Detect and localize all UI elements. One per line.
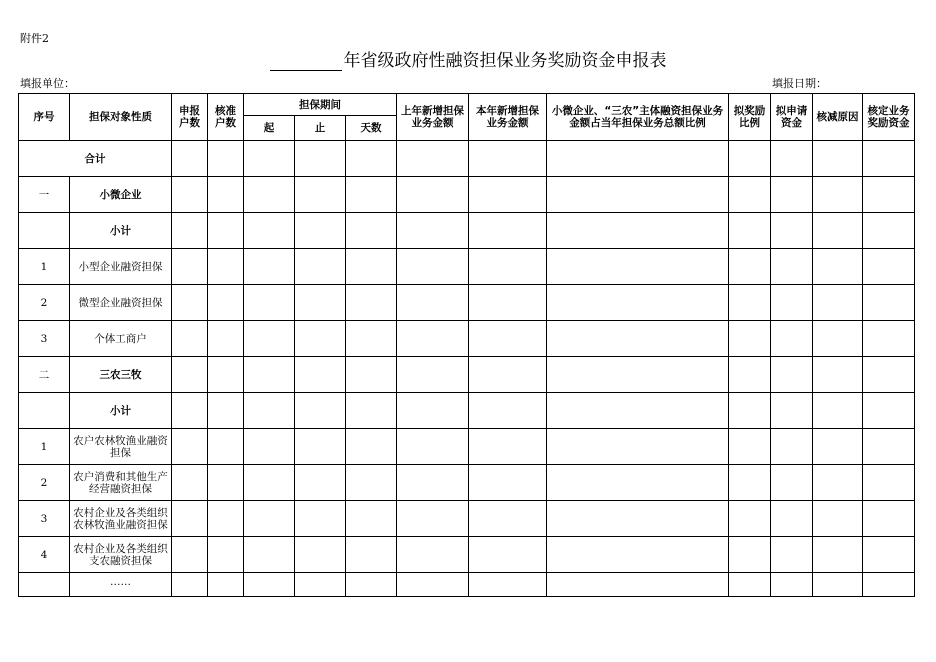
input-cell[interactable] (547, 537, 729, 573)
input-cell[interactable] (172, 321, 208, 357)
table-row (19, 501, 915, 537)
input-cell[interactable] (547, 501, 729, 537)
input-cell[interactable] (208, 501, 244, 537)
input-cell[interactable] (547, 249, 729, 285)
input-cell[interactable] (863, 249, 915, 285)
input-cell[interactable] (172, 465, 208, 501)
header-apply-fund (771, 94, 813, 141)
input-cell[interactable] (295, 285, 346, 321)
row-seq: 1 (19, 249, 70, 285)
input-cell[interactable] (863, 141, 915, 177)
header-curr-year-amount (469, 94, 547, 141)
input-cell[interactable] (295, 213, 346, 249)
input-cell[interactable] (547, 321, 729, 357)
input-cell[interactable] (208, 573, 244, 597)
input-cell[interactable] (729, 501, 771, 537)
input-cell[interactable] (813, 213, 863, 249)
row-seq: 4 (19, 537, 70, 573)
header-apply-count (172, 94, 208, 141)
table-row (19, 141, 915, 177)
input-cell[interactable] (729, 573, 771, 597)
header-reduce-reason: 核减原因 (813, 94, 863, 141)
input-cell[interactable] (813, 501, 863, 537)
row-seq: 2 (19, 465, 70, 501)
input-cell[interactable] (547, 141, 729, 177)
input-cell[interactable] (547, 357, 729, 393)
input-cell[interactable] (244, 285, 295, 321)
year-blank[interactable] (270, 52, 342, 71)
input-cell[interactable] (863, 501, 915, 537)
input-cell[interactable] (771, 321, 813, 357)
input-cell[interactable] (397, 141, 469, 177)
row-name (70, 501, 172, 537)
input-cell[interactable] (863, 429, 915, 465)
input-cell[interactable] (771, 573, 813, 597)
input-cell[interactable] (469, 213, 547, 249)
input-cell[interactable] (244, 573, 295, 597)
input-cell[interactable] (208, 321, 244, 357)
input-cell[interactable] (863, 321, 915, 357)
fill-unit-label: 填报单位： (20, 77, 75, 90)
input-cell[interactable] (397, 465, 469, 501)
input-cell[interactable] (244, 357, 295, 393)
input-cell[interactable] (729, 249, 771, 285)
input-cell[interactable] (863, 465, 915, 501)
input-cell[interactable] (729, 141, 771, 177)
input-cell[interactable] (172, 537, 208, 573)
header-period: 担保期间 (244, 94, 397, 116)
row-name-text: 农户农林牧渔业融资担保 (73, 434, 168, 459)
row-name (70, 213, 172, 249)
input-cell[interactable] (295, 177, 346, 213)
row-name: 合计 (19, 141, 172, 177)
table-row (19, 573, 915, 597)
application-table (18, 93, 915, 597)
table-row (19, 393, 915, 429)
input-cell[interactable] (469, 321, 547, 357)
input-cell[interactable] (813, 537, 863, 573)
input-cell[interactable] (295, 357, 346, 393)
header-period-end: 止 (295, 116, 346, 141)
header-apply-fund-text: 拟申请资金 (775, 105, 808, 129)
input-cell[interactable] (346, 429, 397, 465)
input-cell[interactable] (469, 573, 547, 597)
input-cell[interactable] (469, 357, 547, 393)
row-name (70, 537, 172, 573)
input-cell[interactable] (346, 321, 397, 357)
header-approved-count-text: 核准户数 (215, 105, 236, 129)
input-cell[interactable] (172, 573, 208, 597)
input-cell[interactable] (729, 537, 771, 573)
input-cell[interactable] (346, 573, 397, 597)
header-prev-year-amount-text: 上年新增担保业务金额 (401, 105, 465, 129)
input-cell[interactable] (244, 501, 295, 537)
input-cell[interactable] (469, 429, 547, 465)
input-cell[interactable] (771, 141, 813, 177)
input-cell[interactable] (813, 573, 863, 597)
header-approved-fund (863, 94, 915, 141)
input-cell[interactable] (346, 357, 397, 393)
input-cell[interactable] (469, 285, 547, 321)
input-cell[interactable] (469, 249, 547, 285)
row-seq: 二 (19, 357, 70, 393)
input-cell[interactable] (469, 393, 547, 429)
input-cell[interactable] (172, 285, 208, 321)
input-cell[interactable] (863, 537, 915, 573)
input-cell[interactable] (729, 177, 771, 213)
row-name-text: 农村企业及各类组织支农融资担保 (73, 542, 168, 567)
input-cell[interactable] (172, 177, 208, 213)
input-cell[interactable] (295, 321, 346, 357)
input-cell[interactable] (172, 393, 208, 429)
input-cell[interactable] (863, 213, 915, 249)
input-cell[interactable] (469, 141, 547, 177)
input-cell[interactable] (208, 177, 244, 213)
header-object-nature: 担保对象性质 (70, 94, 172, 141)
input-cell[interactable] (813, 429, 863, 465)
input-cell[interactable] (244, 465, 295, 501)
input-cell[interactable] (295, 249, 346, 285)
input-cell[interactable] (295, 393, 346, 429)
input-cell[interactable] (346, 501, 397, 537)
row-name-text: 农户消费和其他生产经营融资担保 (73, 470, 168, 495)
row-name-text: 农村企业及各类组织农林牧渔业融资担保 (73, 506, 168, 531)
input-cell[interactable] (771, 429, 813, 465)
row-name (70, 285, 172, 321)
input-cell[interactable] (729, 429, 771, 465)
input-cell[interactable] (397, 501, 469, 537)
input-cell[interactable] (346, 213, 397, 249)
input-cell[interactable] (863, 285, 915, 321)
input-cell[interactable] (771, 177, 813, 213)
input-cell[interactable] (397, 429, 469, 465)
input-cell[interactable] (346, 465, 397, 501)
input-cell[interactable] (729, 357, 771, 393)
row-name-text: 微型企业融资担保 (78, 296, 163, 309)
input-cell[interactable] (729, 213, 771, 249)
input-cell[interactable] (863, 393, 915, 429)
header-approved-fund-text: 核定业务奖励资金 (867, 105, 910, 129)
input-cell[interactable] (547, 465, 729, 501)
input-cell[interactable] (208, 213, 244, 249)
row-name (70, 393, 172, 429)
input-cell[interactable] (547, 429, 729, 465)
input-cell[interactable] (172, 213, 208, 249)
header-ratio-desc (547, 94, 729, 141)
input-cell[interactable] (208, 429, 244, 465)
input-cell[interactable] (172, 501, 208, 537)
input-cell[interactable] (208, 393, 244, 429)
table-row (19, 249, 915, 285)
input-cell[interactable] (863, 357, 915, 393)
input-cell[interactable] (813, 141, 863, 177)
table-row (19, 429, 915, 465)
input-cell[interactable] (172, 141, 208, 177)
input-cell[interactable] (208, 357, 244, 393)
row-name-text: 小微企业 (99, 188, 142, 201)
input-cell[interactable] (295, 429, 346, 465)
row-name-text: 个体工商户 (94, 332, 147, 345)
input-cell[interactable] (397, 537, 469, 573)
table-row (19, 177, 915, 213)
input-cell[interactable] (469, 177, 547, 213)
header-seq: 序号 (19, 94, 70, 141)
input-cell[interactable] (771, 249, 813, 285)
row-seq: 3 (19, 321, 70, 357)
table-body (19, 141, 915, 597)
input-cell[interactable] (208, 249, 244, 285)
input-cell[interactable] (397, 249, 469, 285)
header-curr-year-amount-text: 本年新增担保业务金额 (476, 105, 540, 129)
input-cell[interactable] (469, 501, 547, 537)
form-title (0, 46, 936, 71)
input-cell[interactable] (244, 213, 295, 249)
row-name-text: 小计 (110, 224, 131, 237)
input-cell[interactable] (771, 537, 813, 573)
header-reward-ratio-text: 拟奖励比例 (733, 105, 766, 129)
input-cell[interactable] (771, 465, 813, 501)
input-cell[interactable] (547, 393, 729, 429)
row-name-text: 三农三牧 (99, 368, 142, 381)
input-cell[interactable] (346, 393, 397, 429)
input-cell[interactable] (771, 501, 813, 537)
input-cell[interactable] (397, 213, 469, 249)
header-apply-count-text: 申报户数 (179, 105, 200, 129)
row-name-text: 小型企业融资担保 (78, 260, 163, 273)
input-cell[interactable] (244, 537, 295, 573)
row-name (70, 573, 172, 597)
row-name-text: …… (110, 575, 131, 588)
input-cell[interactable] (346, 249, 397, 285)
input-cell[interactable] (863, 177, 915, 213)
header-approved-count (208, 94, 244, 141)
input-cell[interactable] (813, 249, 863, 285)
row-name (70, 429, 172, 465)
input-cell[interactable] (346, 537, 397, 573)
input-cell[interactable] (771, 393, 813, 429)
input-cell[interactable] (729, 285, 771, 321)
input-cell[interactable] (813, 357, 863, 393)
input-cell[interactable] (397, 285, 469, 321)
row-name (70, 465, 172, 501)
input-cell[interactable] (208, 141, 244, 177)
row-name (70, 177, 172, 213)
input-cell[interactable] (547, 177, 729, 213)
input-cell[interactable] (547, 213, 729, 249)
input-cell[interactable] (244, 429, 295, 465)
header-ratio-desc-text: 小微企业、“三农”主体融资担保业务金额占当年担保业务总额比例 (551, 105, 724, 129)
fill-date-label: 填报日期： (772, 77, 827, 90)
table-row (19, 465, 915, 501)
input-cell[interactable] (771, 357, 813, 393)
input-cell[interactable] (295, 501, 346, 537)
header-period-days: 天数 (346, 116, 397, 141)
header-prev-year-amount (397, 94, 469, 141)
input-cell[interactable] (813, 321, 863, 357)
input-cell[interactable] (295, 537, 346, 573)
header-reward-ratio (729, 94, 771, 141)
row-name (70, 357, 172, 393)
input-cell[interactable] (397, 321, 469, 357)
input-cell[interactable] (244, 141, 295, 177)
header-period-start: 起 (244, 116, 295, 141)
table-row (19, 213, 915, 249)
input-cell[interactable] (346, 141, 397, 177)
row-name (70, 249, 172, 285)
input-cell[interactable] (208, 285, 244, 321)
input-cell[interactable] (172, 249, 208, 285)
row-seq: 一 (19, 177, 70, 213)
row-seq (19, 393, 70, 429)
input-cell[interactable] (771, 285, 813, 321)
input-cell[interactable] (244, 321, 295, 357)
input-cell[interactable] (346, 285, 397, 321)
input-cell[interactable] (729, 321, 771, 357)
title-text: 年省级政府性融资担保业务奖励资金申报表 (343, 51, 667, 71)
input-cell[interactable] (863, 573, 915, 597)
input-cell[interactable] (244, 177, 295, 213)
input-cell[interactable] (208, 537, 244, 573)
input-cell[interactable] (547, 285, 729, 321)
input-cell[interactable] (771, 213, 813, 249)
input-cell[interactable] (397, 357, 469, 393)
input-cell[interactable] (397, 393, 469, 429)
input-cell[interactable] (813, 465, 863, 501)
row-seq (19, 573, 70, 597)
row-name (70, 321, 172, 357)
table-row (19, 285, 915, 321)
row-seq (19, 213, 70, 249)
input-cell[interactable] (244, 249, 295, 285)
input-cell[interactable] (295, 573, 346, 597)
input-cell[interactable] (729, 465, 771, 501)
input-cell[interactable] (469, 465, 547, 501)
input-cell[interactable] (547, 573, 729, 597)
input-cell[interactable] (244, 393, 295, 429)
table-row (19, 321, 915, 357)
input-cell[interactable] (397, 177, 469, 213)
input-cell[interactable] (295, 465, 346, 501)
table-row (19, 357, 915, 393)
input-cell[interactable] (469, 537, 547, 573)
input-cell[interactable] (729, 393, 771, 429)
table-row (19, 537, 915, 573)
row-seq: 1 (19, 429, 70, 465)
input-cell[interactable] (397, 573, 469, 597)
row-seq: 2 (19, 285, 70, 321)
attachment-label: 附件2 (20, 32, 49, 45)
input-cell[interactable] (813, 285, 863, 321)
row-seq: 3 (19, 501, 70, 537)
input-cell[interactable] (208, 465, 244, 501)
input-cell[interactable] (813, 177, 863, 213)
input-cell[interactable] (346, 177, 397, 213)
input-cell[interactable] (813, 393, 863, 429)
input-cell[interactable] (295, 141, 346, 177)
input-cell[interactable] (172, 357, 208, 393)
row-name-text: 小计 (110, 404, 131, 417)
input-cell[interactable] (172, 429, 208, 465)
